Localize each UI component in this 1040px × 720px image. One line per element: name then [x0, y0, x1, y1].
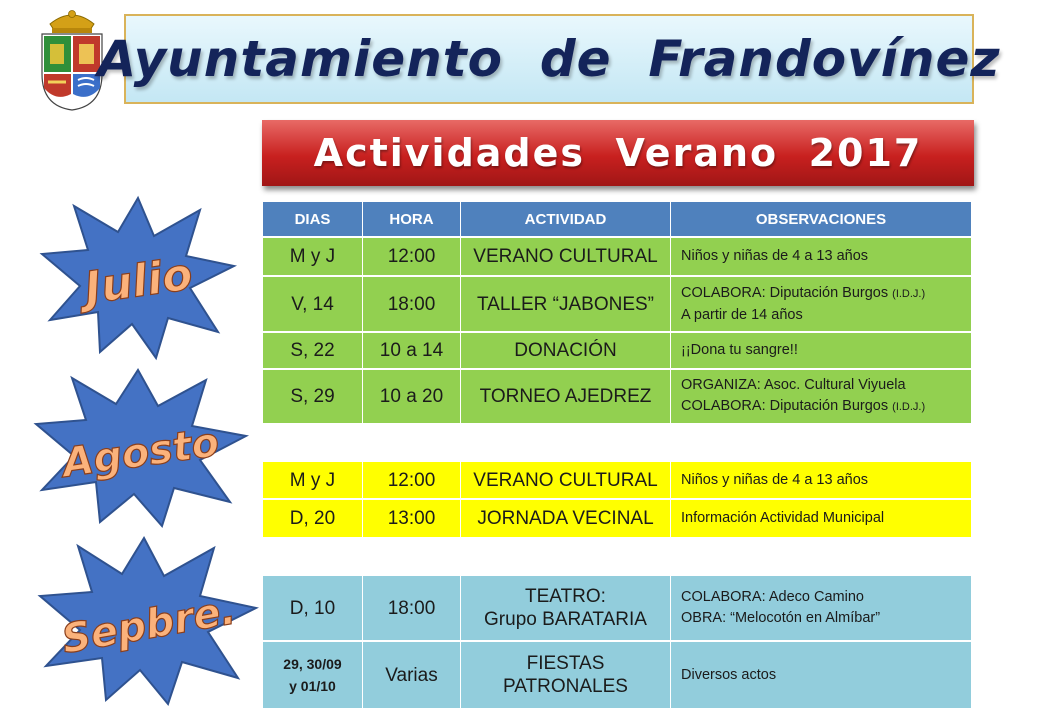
col-header-hora: HORA — [363, 202, 460, 236]
table-cell-observaciones — [671, 576, 971, 640]
table-cell-dias: S, 29 — [263, 370, 362, 423]
table-cell-actividad — [461, 576, 670, 640]
table-cell-dias: D, 20 — [263, 500, 362, 537]
col-header-dias: DIAS — [263, 202, 362, 236]
activity-line: PATRONALES — [503, 676, 628, 697]
septiembre-star-icon — [38, 532, 258, 708]
obs-note: (I.D.J.) — [892, 401, 926, 413]
obs-text: COLABORA: Diputación Burgos — [681, 284, 893, 301]
table-cell-observaciones — [671, 370, 971, 423]
obs-text: A partir de 14 años — [681, 306, 803, 323]
table-cell-hora: 18:00 — [363, 277, 460, 331]
table-cell-dias — [263, 642, 362, 708]
title-box — [97, 14, 1001, 104]
obs-text: Niños y niñas de 4 a 13 años — [681, 248, 869, 264]
obs-text: Diversos actos — [681, 666, 777, 683]
table-cell-actividad: VERANO CULTURAL — [461, 238, 670, 275]
table-cell-actividad — [461, 642, 670, 708]
table-cell-hora: 13:00 — [363, 500, 460, 537]
obs-text: COLABORA: Adeco Camino — [681, 589, 864, 605]
table-cell-actividad: VERANO CULTURAL — [461, 462, 670, 498]
table-cell-hora: 12:00 — [363, 462, 460, 498]
obs-text: COLABORA: Diputación Burgos — [681, 398, 893, 414]
table-cell-dias: D, 10 — [263, 576, 362, 640]
table-cell-observaciones — [671, 642, 971, 708]
table-cell-hora: 12:00 — [363, 238, 460, 275]
obs-text: ¡¡Dona tu sangre!! — [681, 342, 798, 358]
table-cell-dias: M y J — [263, 238, 362, 275]
table-cell-actividad: TORNEO AJEDREZ — [461, 370, 670, 423]
table-cell-observaciones — [671, 238, 971, 275]
month-julio: Julio — [81, 248, 196, 315]
obs-note: (I.D.J.) — [892, 287, 926, 300]
banner-title: Actividades Verano 2017 — [313, 131, 923, 175]
table-cell-hora: Varias — [363, 642, 460, 708]
julio-star-icon — [40, 192, 236, 362]
obs-text: Niños y niñas de 4 a 13 años — [681, 471, 869, 488]
table-cell-hora: 18:00 — [363, 576, 460, 640]
month-septiembre: Sepbre. — [58, 587, 240, 663]
dias-line: 29, 30/09 — [283, 656, 342, 672]
obs-text: Información Actividad Municipal — [681, 510, 885, 526]
table-cell-observaciones — [671, 462, 971, 498]
obs-text: OBRA: “Melocotón en Almíbar” — [681, 610, 881, 626]
month-agosto: Agosto — [59, 419, 222, 487]
activity-line: Grupo BARATARIA — [484, 609, 647, 630]
table-cell-hora: 10 a 20 — [363, 370, 460, 423]
table-cell-dias: M y J — [263, 462, 362, 498]
page-title: Ayuntamiento de Frandovínez — [97, 30, 1001, 88]
table-cell-observaciones — [671, 333, 971, 368]
table-cell-observaciones — [671, 500, 971, 537]
dias-line: y 01/10 — [289, 678, 336, 694]
activity-line: FIESTAS — [526, 653, 605, 674]
table-cell-hora: 10 a 14 — [363, 333, 460, 368]
agosto-star-icon — [34, 366, 248, 530]
table-cell-actividad: TALLER “JABONES” — [461, 277, 670, 331]
activities-banner — [262, 120, 974, 186]
table-cell-dias: V, 14 — [263, 277, 362, 331]
table-cell-dias: S, 22 — [263, 333, 362, 368]
col-header-observaciones: OBSERVACIONES — [671, 202, 971, 236]
col-header-actividad: ACTIVIDAD — [461, 202, 670, 236]
table-cell-actividad: DONACIÓN — [461, 333, 670, 368]
activity-line: TEATRO: — [525, 586, 606, 607]
table-cell-observaciones — [671, 277, 971, 331]
table-cell-actividad: JORNADA VECINAL — [461, 500, 670, 537]
obs-text: ORGANIZA: Asoc. Cultural Viyuela — [681, 377, 906, 393]
